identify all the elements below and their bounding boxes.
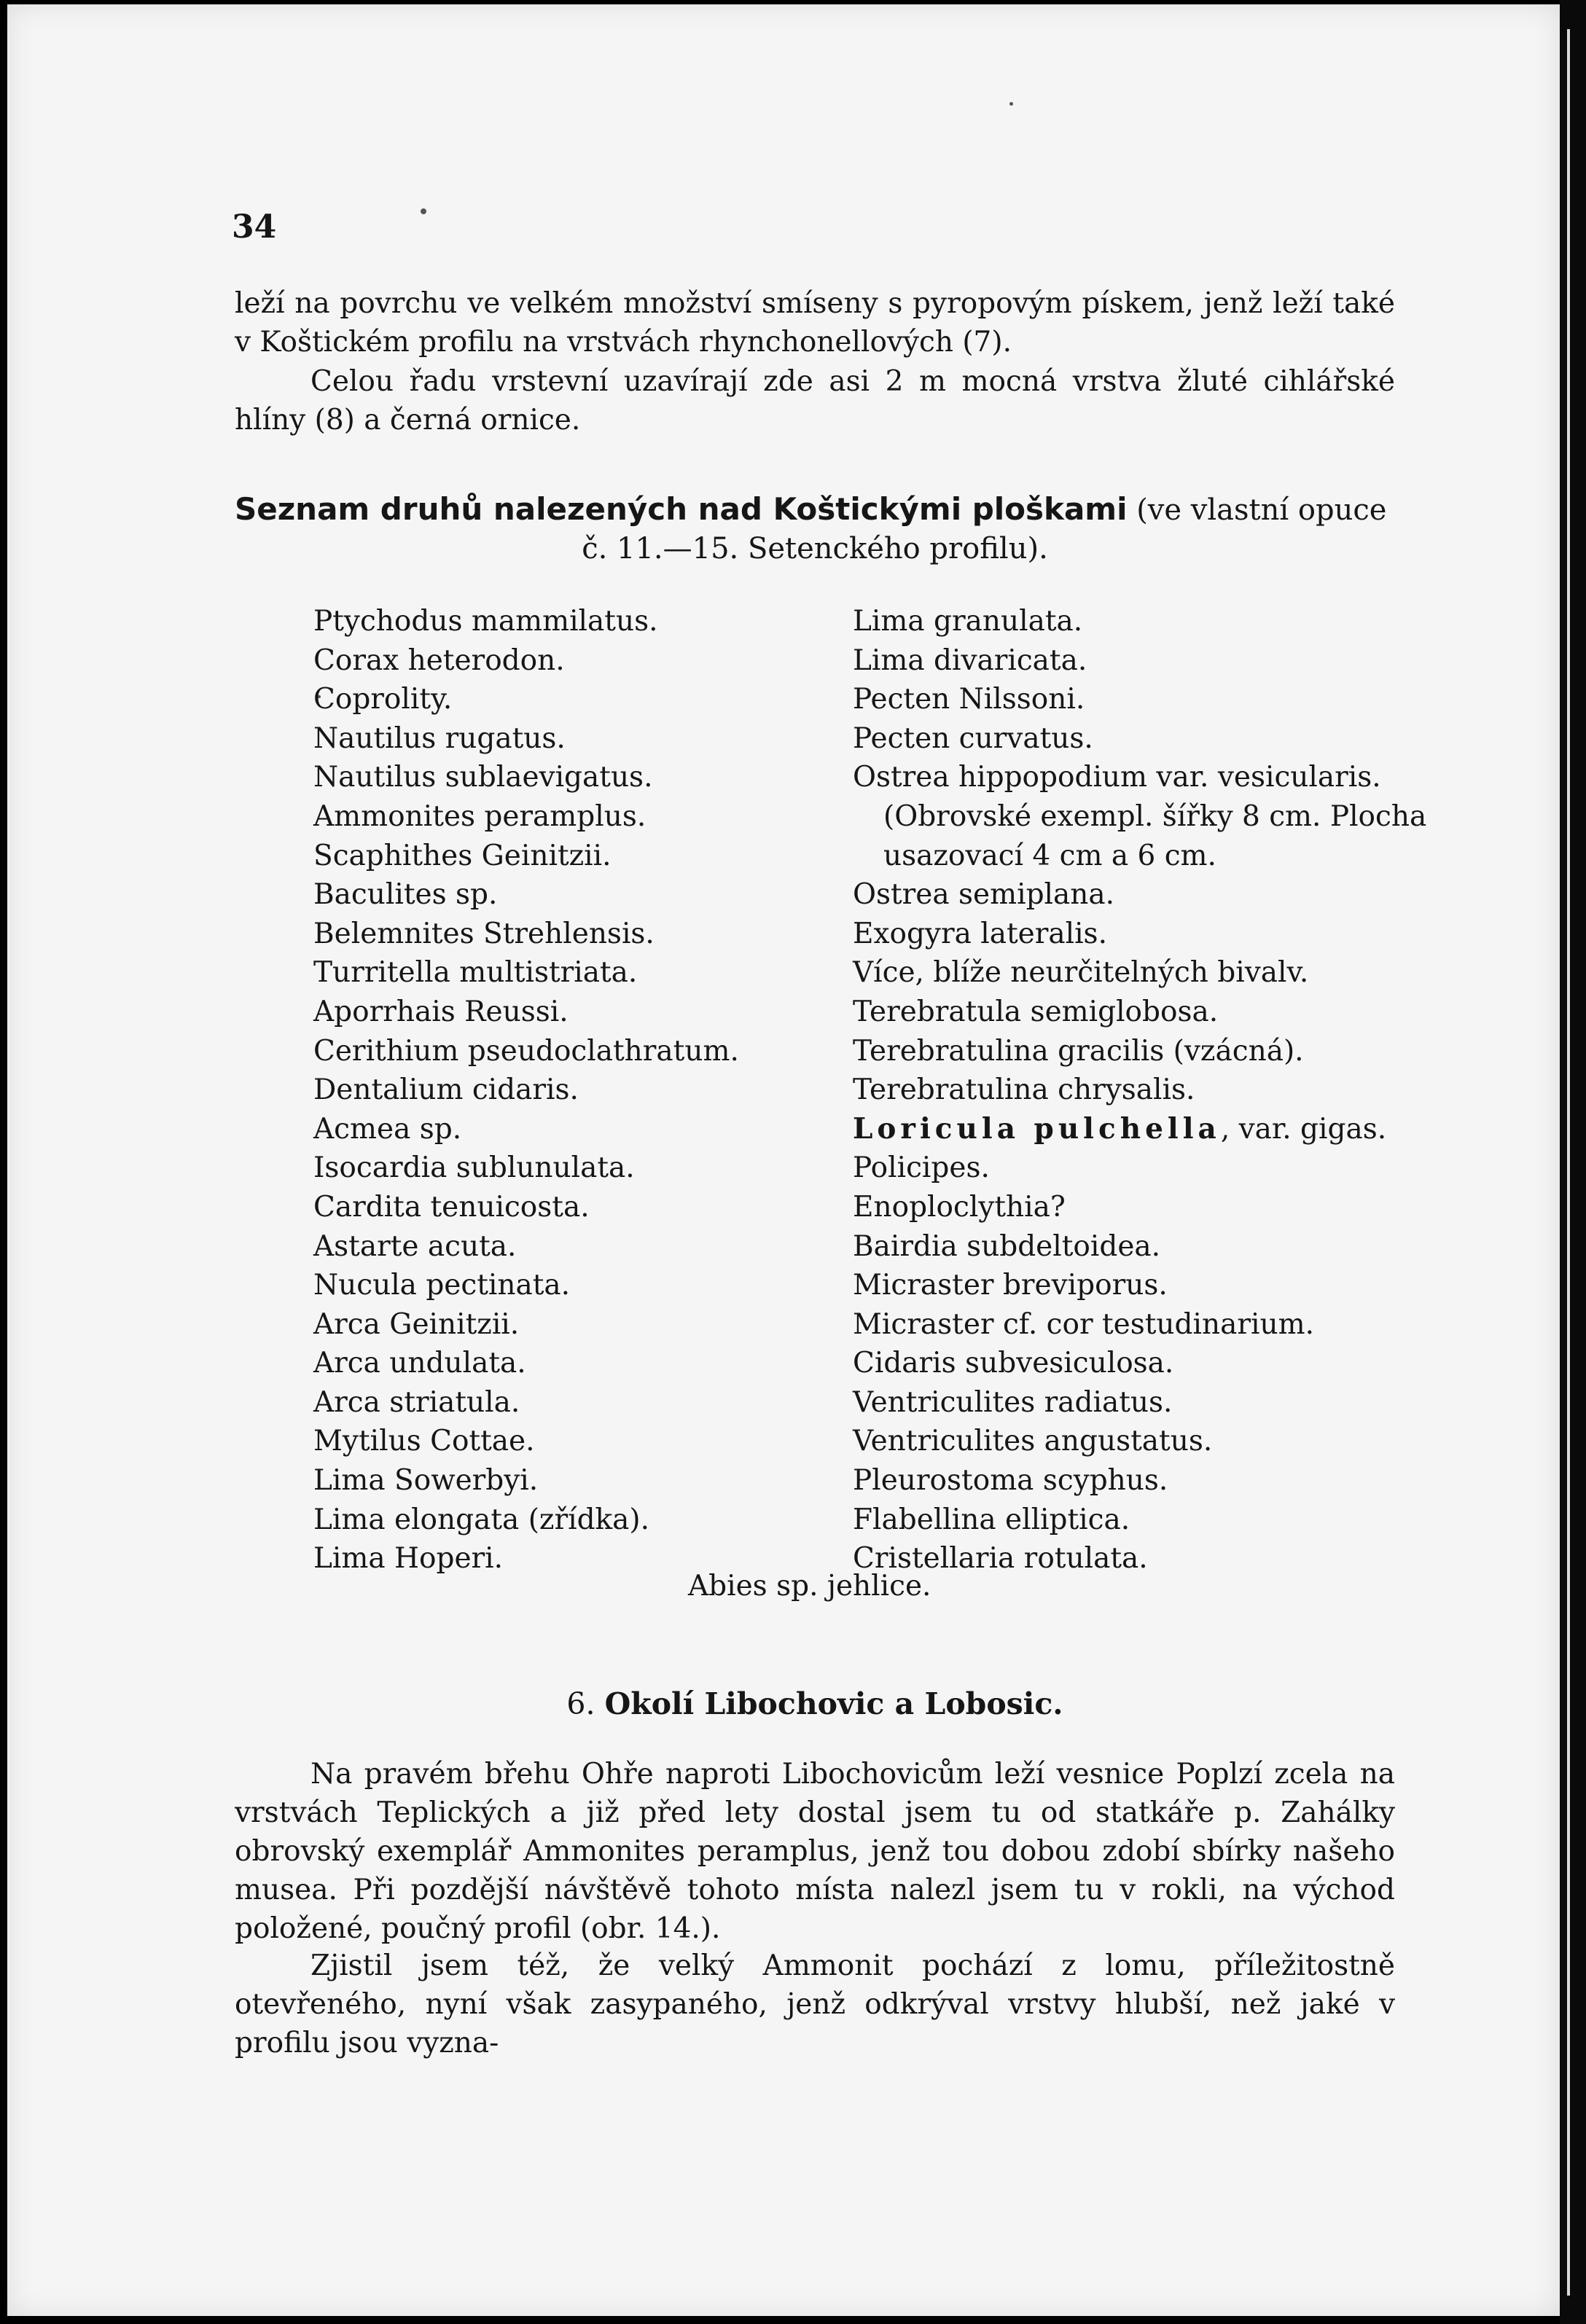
species-list-heading-line2: č. 11.—15. Setenckého profilu). xyxy=(582,532,1048,566)
list-item-note: usazovací 4 cm a 6 cm. xyxy=(883,839,1216,872)
loricula-spaced-name: Loricula pulchella xyxy=(853,1111,1221,1146)
list-item: Enoploclythia? xyxy=(853,1190,1066,1224)
list-item: Corax heterodon. xyxy=(313,643,565,677)
list-item: Lima divaricata. xyxy=(853,643,1087,677)
list-item: Scaphithes Geinitzii. xyxy=(313,839,612,872)
list-item: Arca undulata. xyxy=(313,1347,526,1380)
species-list-heading xyxy=(235,490,1395,530)
list-item: Turritella multistriata. xyxy=(313,956,638,990)
list-item: Aporrhais Reussi. xyxy=(313,995,569,1028)
list-item: Coprolity. xyxy=(313,683,453,716)
list-item: Ammonites peramplus. xyxy=(313,799,646,833)
section-paragraph-1: Na pravém břehu Ohře naproti Libochovicům leží vesnice Poplzí zcela na vrstvách Teplických a již před lety dostal jsem tu od statkáře p. Zahálky obrovský exemplář Ammonites peramplus, jenž tou dobou zdobí sbírky našeho musea. Při pozdější návštěvě tohoto místa nalezl jsem tu v rokli, na východ položené, poučný profil (obr. 14.). xyxy=(235,1758,1395,1945)
list-item: Ostrea semiplana. xyxy=(853,878,1115,912)
section-paragraph-2: Zjistil jsem též, že velký Ammonit pochází z lomu, příležitostně otevřeného, nyní však zasypaného, jenž odkrýval vrstvy hlubší, než jaké v profilu jsou vyzna- xyxy=(235,1949,1395,2059)
loricula-variety: , var. gigas. xyxy=(1220,1112,1387,1146)
list-item: Ventriculites angustatus. xyxy=(853,1425,1213,1458)
list-item: Lima granulata. xyxy=(853,605,1083,638)
list-item: Terebratulina chrysalis. xyxy=(853,1073,1195,1107)
species-list-right xyxy=(853,602,1427,1578)
list-item: Acmea sp. xyxy=(313,1112,462,1146)
section-title: Okolí Libochovic a Lobosic. xyxy=(604,1686,1063,1721)
list-item: Astarte acuta. xyxy=(313,1229,517,1263)
list-item: Nautilus sublaevigatus. xyxy=(313,761,653,794)
final-entry: Abies sp. jehlice. xyxy=(688,1570,931,1603)
list-item: Lima Sowerbyi. xyxy=(313,1464,539,1498)
section-number: 6. xyxy=(566,1686,595,1721)
list-item: Ostrea hippopodium var. vesicularis. xyxy=(853,761,1381,794)
list-item: Cristellaria rotulata. xyxy=(853,1542,1148,1576)
list-item: Arca striatula. xyxy=(313,1385,520,1419)
list-item: Micraster breviporus. xyxy=(853,1269,1168,1302)
scan-border xyxy=(1560,0,1586,2324)
list-item: Isocardia sublunulata. xyxy=(313,1151,635,1185)
species-list-heading-rest: (ve vlastní opuce xyxy=(1136,493,1387,527)
list-item: Baculites sp. xyxy=(313,878,498,912)
section-heading xyxy=(235,1683,1395,1724)
list-item: Terebratula semiglobosa. xyxy=(853,995,1219,1028)
list-item: Micraster cf. cor testudinarium. xyxy=(853,1307,1314,1341)
species-list-left xyxy=(313,602,824,1578)
second-paragraph: Celou řadu vrstevní uzavírají zde asi 2 m mocná vrstva žluté cihlářské hlíny (8) a černá ornice. xyxy=(235,365,1395,437)
list-item: Cerithium pseudoclathratum. xyxy=(313,1034,739,1068)
scan-edge-line xyxy=(1567,29,1570,2296)
list-item: Flabellina elliptica. xyxy=(853,1503,1130,1536)
list-item: Bairdia subdeltoidea. xyxy=(853,1229,1161,1263)
list-item: Pecten Nilssoni. xyxy=(853,683,1085,716)
list-item: Arca Geinitzii. xyxy=(313,1307,520,1341)
list-item: Belemnites Strehlensis. xyxy=(313,917,655,950)
list-item: Nautilus rugatus. xyxy=(313,721,566,755)
list-item: Policipes. xyxy=(853,1151,990,1185)
page-number: 34 xyxy=(232,208,277,246)
list-item: Pecten curvatus. xyxy=(853,721,1093,755)
species-list-heading-bold: Seznam druhů nalezených nad Koštickými ploškami xyxy=(235,491,1128,527)
intro-paragraph: leží na povrchu ve velkém množství smíseny s pyropovým pískem, jenž leží také v Koštickém profilu na vrstvách rhynchonellových (7). xyxy=(235,287,1395,359)
list-item: Mytilus Cottae. xyxy=(313,1425,535,1458)
list-item: Pleurostoma scyphus. xyxy=(853,1464,1168,1498)
list-item-loricula xyxy=(853,1110,1407,1149)
list-item: Cidaris subvesiculosa. xyxy=(853,1347,1174,1380)
list-item-note: (Obrovské exempl. šířky 8 cm. Plocha xyxy=(883,799,1427,833)
list-item: Více, blíže neurčitelných bivalv. xyxy=(853,956,1309,990)
list-item: Lima elongata (zřídka). xyxy=(313,1503,650,1536)
list-item: Ptychodus mammilatus. xyxy=(313,605,658,638)
list-item: Lima Hoperi. xyxy=(313,1542,504,1576)
list-item: Ventriculites radiatus. xyxy=(853,1385,1173,1419)
list-item: Cardita tenuicosta. xyxy=(313,1190,590,1224)
list-item: Terebratulina gracilis (vzácná). xyxy=(853,1034,1304,1068)
list-item: Nucula pectinata. xyxy=(313,1269,571,1302)
list-item: Dentalium cidaris. xyxy=(313,1073,579,1107)
list-item: Exogyra lateralis. xyxy=(853,917,1107,950)
